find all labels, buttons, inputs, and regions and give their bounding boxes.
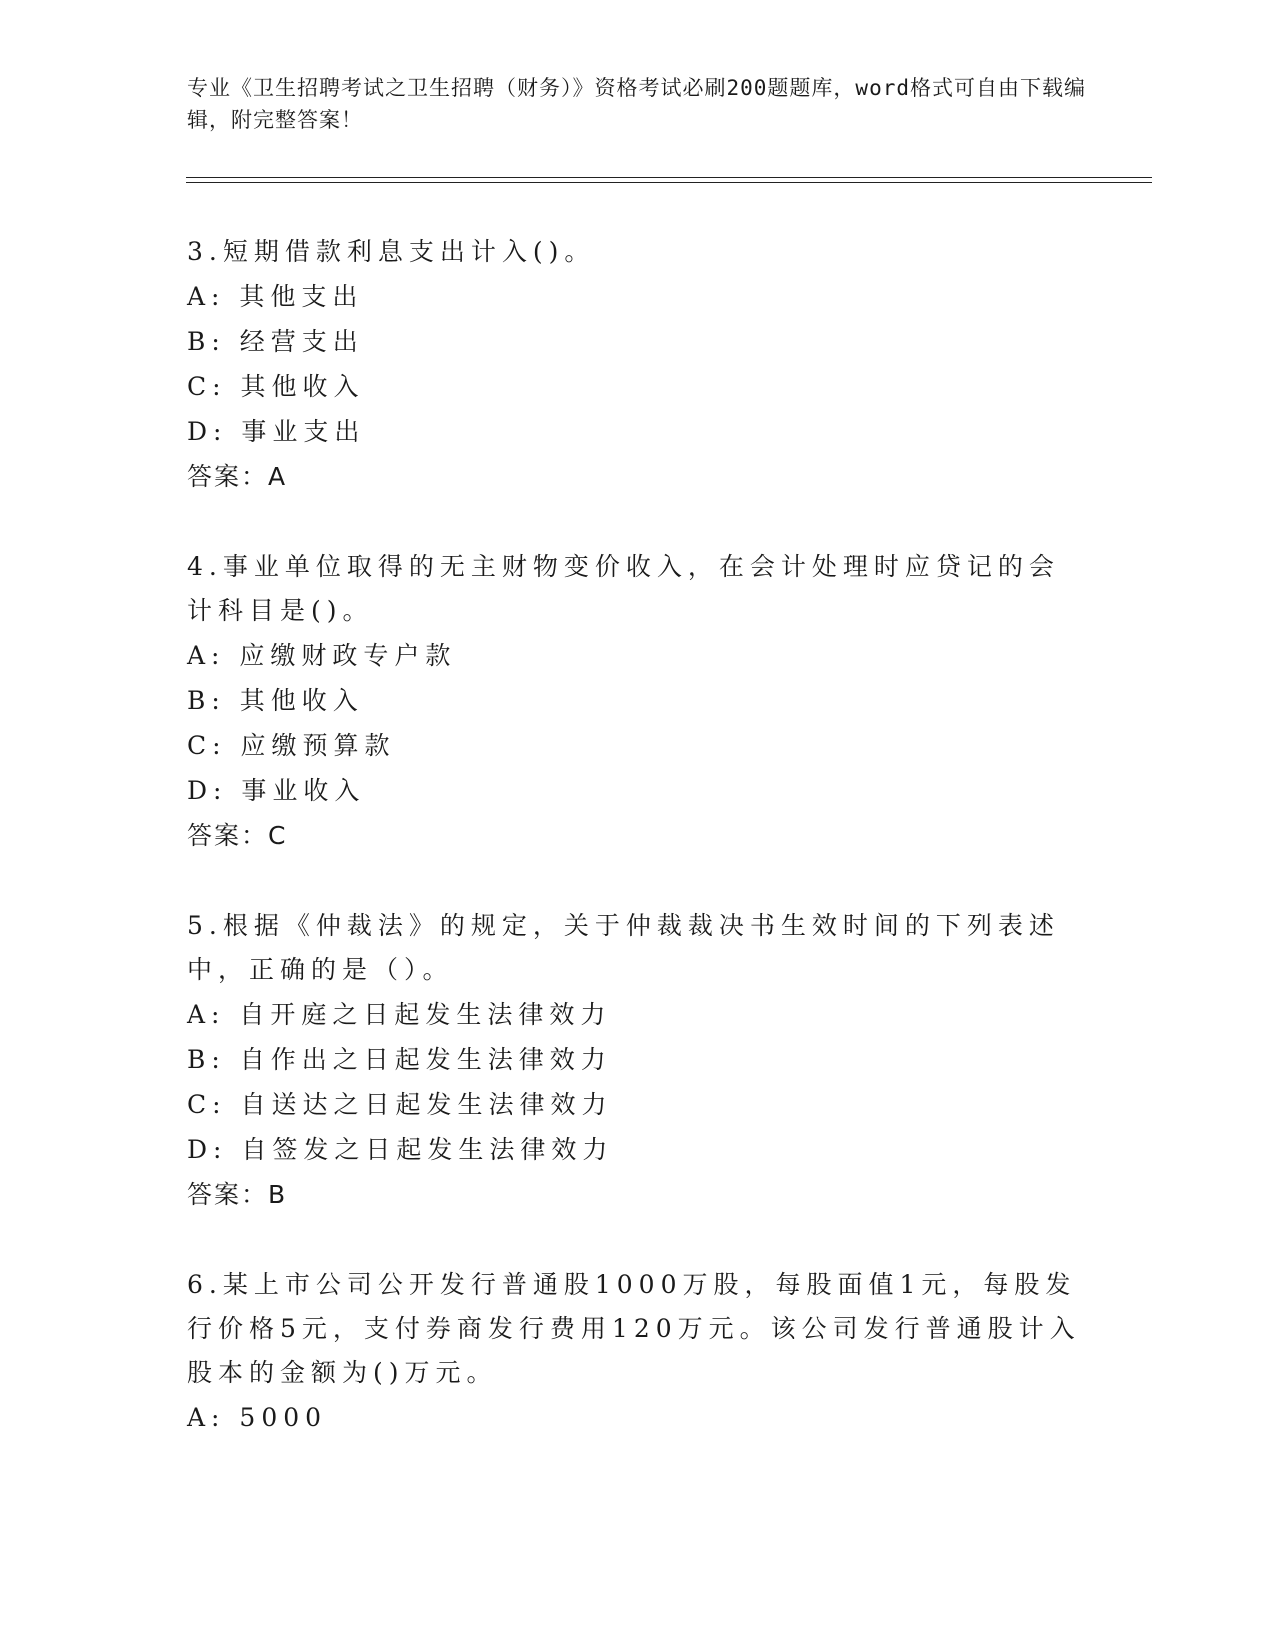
option-a: A: 应缴财政专户款 [187,641,457,670]
answer: 答案：A [187,462,288,491]
option-a: A: 其他支出 [187,282,364,311]
question-6 [187,1263,1087,1440]
option-b: B: 经营支出 [187,327,364,356]
header-rule-bottom [186,182,1152,183]
question-text: 4.事业单位取得的无主财物变价收入，在会计处理时应贷记的会计科目是()。 [187,552,1060,625]
option-c: C: 其他收入 [187,372,365,401]
option-d: D: 事业支出 [187,417,366,446]
question-3 [187,230,1087,499]
question-5 [187,904,1087,1217]
question-text: 5.根据《仲裁法》的规定，关于仲裁裁决书生效时间的下列表述中，正确的是（）。 [187,911,1060,984]
option-c: C: 自送达之日起发生法律效力 [187,1090,613,1119]
header-rule-top [186,177,1152,178]
question-list [187,230,1087,1486]
option-a: A: 自开庭之日起发生法律效力 [187,1000,612,1029]
option-b: B: 其他收入 [187,686,364,715]
question-text: 6.某上市公司公开发行普通股1000万股，每股面值1元，每股发行价格5元，支付券商发行费用120万元。该公司发行普通股计入股本的金额为()万元。 [187,1270,1081,1387]
option-b: B: 自作出之日起发生法律效力 [187,1045,612,1074]
option-c: C: 应缴预算款 [187,731,396,760]
question-4 [187,545,1087,858]
answer: 答案：B [187,1180,288,1209]
answer: 答案：C [187,821,288,850]
question-text: 3.短期借款利息支出计入()。 [187,237,596,266]
page-header: 专业《卫生招聘考试之卫生招聘（财务）》资格考试必刷200题题库，word格式可自由下载编辑，附完整答案！ [187,76,1086,132]
option-d: D: 事业收入 [187,776,366,805]
option-d: D: 自签发之日起发生法律效力 [187,1135,614,1164]
option-a: A: 5000 [187,1403,328,1432]
